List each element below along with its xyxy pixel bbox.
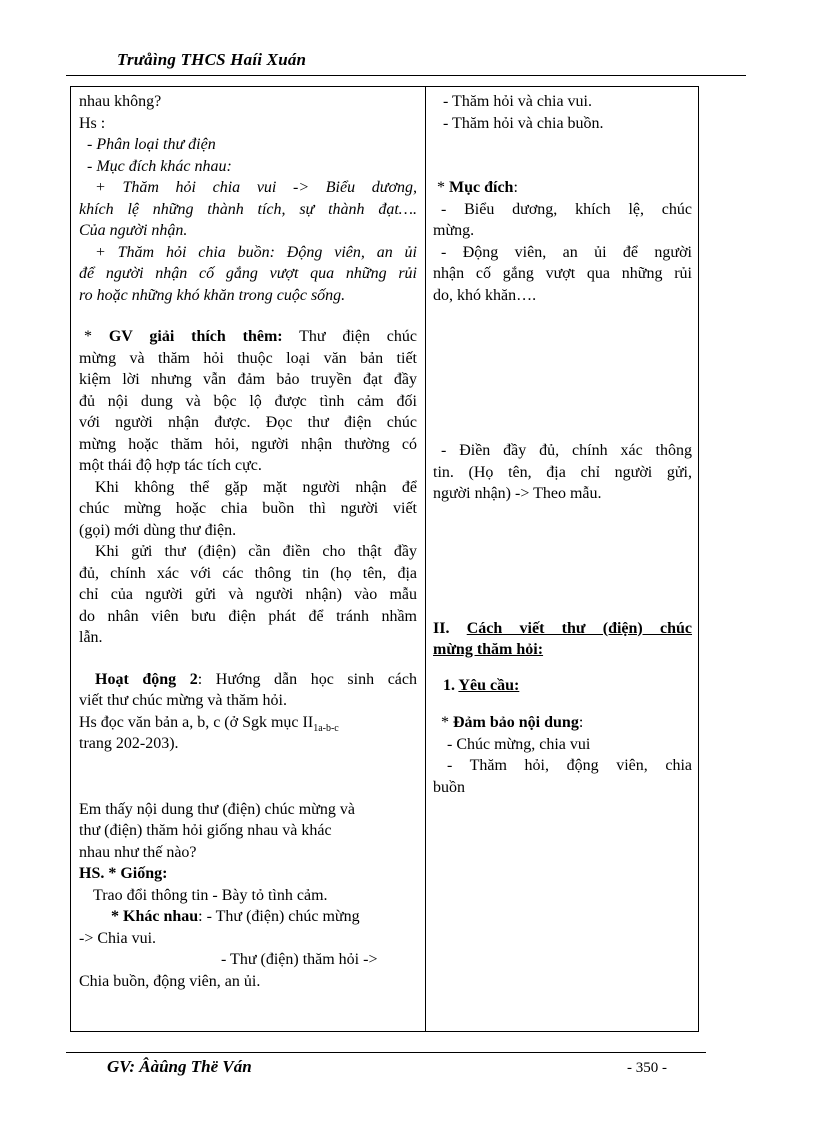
text-line [79, 906, 417, 928]
text-line: - Thư (điện) thăm hỏi -> [221, 951, 378, 968]
text-line [79, 712, 417, 734]
header-school-name: Trưåìng THCS Haíi Xuán [117, 50, 307, 69]
text-line: Của người nhận. [79, 222, 188, 239]
text-run: : [578, 714, 584, 731]
text-line: mừng và thăm hỏi thuộc loại văn bản tiết [79, 349, 417, 367]
bold-heading: GV giải thích thêm: [108, 328, 283, 345]
text-line: chúc mừng hoặc chia buồn thì người viết [79, 500, 417, 517]
text-run: Hs đọc văn bản a, b, c (ở Sgk mục II [79, 713, 314, 731]
text-line: + Thăm hỏi chia vui -> Biểu dương, [95, 179, 417, 196]
subsection-title: Yêu cầu: [458, 676, 520, 694]
bold-heading: * Khác nhau [111, 908, 199, 925]
page-number: - 350 - [627, 1060, 667, 1076]
text-line: - Thăm hỏi và chia vui. [443, 93, 592, 110]
text-line: -> Chia vui. [79, 929, 157, 947]
text-line: ro hoặc những khó khăn trong cuộc sống. [79, 286, 346, 304]
text-line: do, khó khăn…. [433, 286, 537, 304]
text-line: đủ nội dung và bộc lộ được tình cảm đối [79, 392, 417, 410]
text-line: đủ, chính xác với các thông tin (họ tên, địa [79, 564, 417, 582]
text-line: mừng hoặc thăm hỏi, người nhận thường có [79, 435, 417, 453]
text-line: lẫn. [79, 629, 103, 646]
text-line: + Thăm hỏi chia buồn: Động viên, an ủi [95, 243, 417, 261]
bold-heading: Hoạt động 2 [95, 670, 198, 688]
text-line: chỉ của người gửi và người nhận) vào mẫu [79, 586, 417, 603]
text-line [433, 712, 692, 734]
text-line: thư (điện) thăm hỏi giống nhau và khác [79, 822, 332, 839]
text-line: Trao đổi thông tin - Bày tỏ tình cảm. [93, 886, 328, 904]
text-line [79, 326, 417, 348]
text-line: - Mục đích khác nhau: [87, 157, 232, 175]
section-heading [433, 618, 692, 640]
text-line: (gọi) mới dùng thư điện. [79, 521, 237, 539]
subsection-number: 1. [443, 676, 459, 694]
text-run: : - Thư (điện) chúc mừng [198, 908, 360, 925]
text-line: để người nhận cố gắng vượt qua những rủi [79, 265, 417, 282]
text-line: viết thư chúc mừng và thăm hỏi. [79, 692, 287, 709]
text-line: nhau như thế nào? [79, 843, 197, 861]
column-divider [425, 87, 426, 1031]
text-line: - Động viên, an ủi để người [441, 243, 692, 261]
bullet: * [441, 714, 453, 731]
section-number: II. [433, 619, 467, 637]
text-line: Chia buồn, động viên, an ủi. [79, 972, 261, 990]
text-line: buồn [433, 778, 465, 796]
bullet: * [84, 328, 109, 345]
section-title: Cách viết thư (điện) chúc [466, 619, 693, 637]
text-line: nhau không? [79, 93, 162, 110]
subsection-heading [433, 675, 692, 697]
footer-author: GV: Âàûng Thë Ván [107, 1057, 252, 1076]
bold-heading: Đảm bảo nội dung [453, 714, 579, 731]
right-column [433, 91, 692, 798]
text-line: một thái độ hợp tác tích cực. [79, 457, 262, 474]
text-line: do nhân viên bưu điện phát để tránh nhầm [79, 607, 417, 625]
text-line: nhận cố gắng vượt qua những rủi [433, 265, 692, 282]
text-line [79, 669, 417, 691]
text-line: - Biểu dương, khích lệ, chúc [441, 200, 692, 218]
text-line: - Chúc mừng, chia vui [447, 735, 591, 753]
header-rule [66, 75, 746, 76]
lesson-table [70, 86, 699, 1032]
text-line: Hs : [79, 114, 106, 132]
text-line: - Phân loại thư điện [87, 136, 216, 153]
footer-rule [66, 1052, 706, 1053]
text-line: HS. * Giống: [79, 865, 168, 882]
text-run: Thư điện chúc [282, 328, 418, 345]
text-line: Khi không thể gặp mặt người nhận để [95, 478, 417, 496]
text-line: Em thấy nội dung thư (điện) chúc mừng và [79, 800, 355, 818]
bold-heading: Mục đích [449, 179, 514, 196]
text-line: Khi gửi thư (điện) cần điền cho thật đầy [95, 543, 417, 560]
text-line: tin. (Họ tên, địa chỉ người gửi, [433, 463, 692, 481]
text-line: kiệm lời nhưng vẫn đảm bảo truyền đạt đầy [79, 371, 417, 388]
text-line: người nhận) -> Theo mẫu. [433, 485, 602, 502]
left-column [79, 91, 417, 992]
section-heading: mừng thăm hỏi: [433, 641, 544, 658]
text-line: - Thăm hỏi, động viên, chia [447, 757, 692, 774]
text-line: - Thăm hỏi và chia buồn. [443, 114, 604, 132]
text-line [433, 177, 692, 199]
subscript: 1a-b-c [313, 722, 339, 734]
text-line: với người nhận được. Đọc thư điện chúc [79, 414, 417, 431]
text-run: : [513, 179, 518, 196]
text-run: : Hướng dẫn học sinh cách [197, 670, 417, 688]
text-line: khích lệ những thành tích, sự thành đạt…. [79, 200, 417, 218]
bullet: * [437, 179, 449, 196]
text-line: trang 202-203). [79, 735, 179, 752]
text-line: mừng. [433, 222, 475, 239]
text-line: - Điền đầy đủ, chính xác thông [441, 442, 692, 459]
